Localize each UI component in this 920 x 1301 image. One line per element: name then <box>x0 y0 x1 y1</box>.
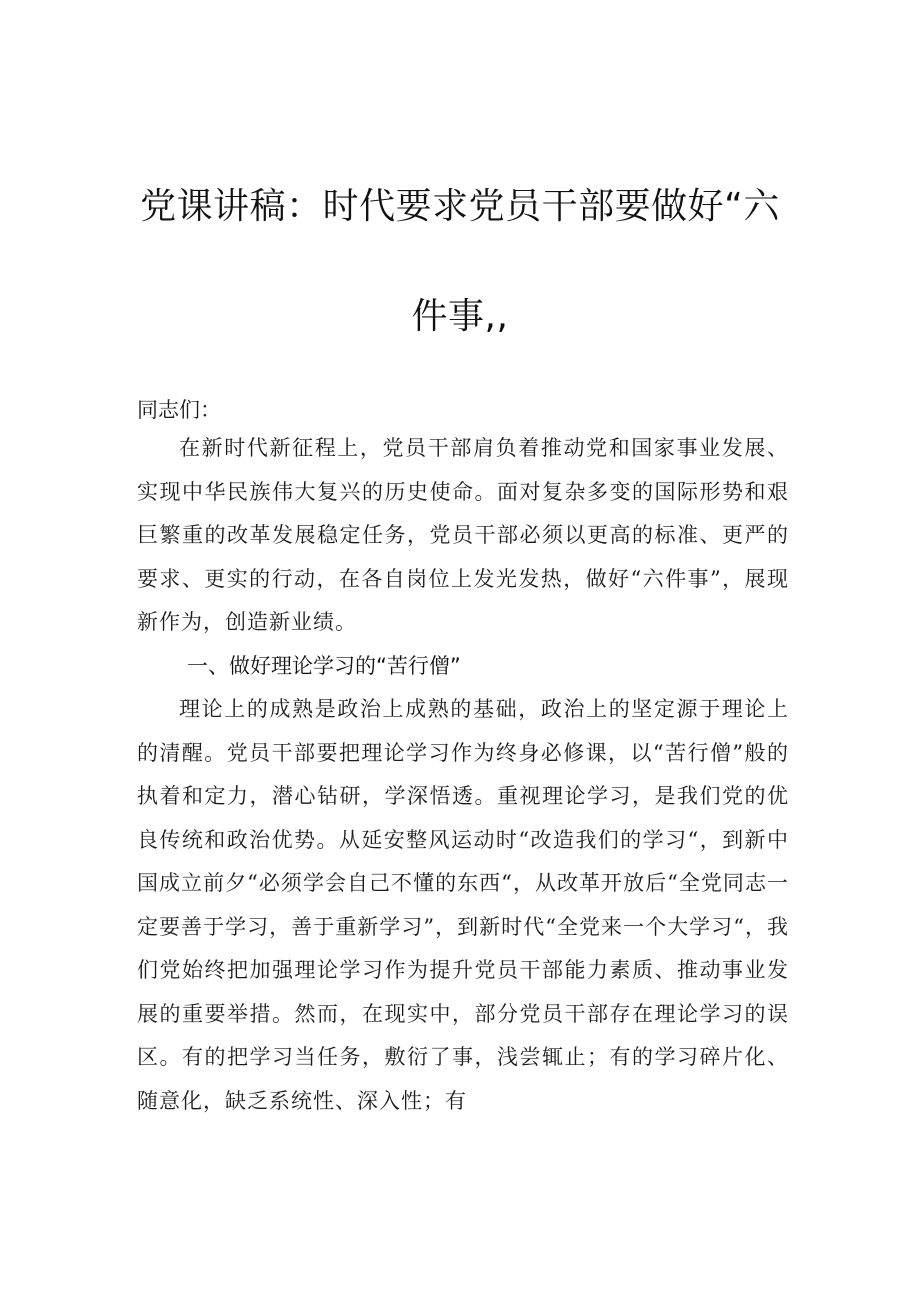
document-title: 党课讲稿：时代要求党员干部要做好“六件事,, <box>140 186 780 337</box>
paragraph-intro: 在新时代新征程上，党员干部肩负着推动党和国家事业发展、实现中华民族伟大复兴的历史使命。面对复杂多变的国际形势和艰巨繁重的改革发展稳定任务，党员干部必须以更高的标准、更严的要求、更实的行动，在各自岗位上发光发热，做好“六件事”，展现新作为，创造新业绩。 <box>137 436 789 634</box>
paragraph-theory-study: 理论上的成熟是政治上成熟的基础，政治上的坚定源于理论上的清醒。党员干部要把理论学习作为终身必修课，以“苦行僧”般的执着和定力，潜心钻研，学深悟透。重视理论学习，是我们党的优良传统和政治优势。从延安整风运动时“改造我们的学习“，到新中国成立前夕“必须学会自己不懂的东西“，从改革开放后“全党同志一定要善于学习，善于重新学习”，到新时代“全党来一个大学习“，我们党始终把加强理论学习作为提升党员干部能力素质、推动事业发展的重要举措。然而，在现实中，部分党员干部存在理论学习的误区。有的把学习当任务，敷衍了事，浅尝辄止；有的学习碎片化、随意化，缺乏系统性、深入性；有 <box>137 697 789 1113</box>
greeting: 同志们： <box>137 398 221 422</box>
section-heading-1: 一、做好理论学习的“苦行僧” <box>187 654 461 678</box>
